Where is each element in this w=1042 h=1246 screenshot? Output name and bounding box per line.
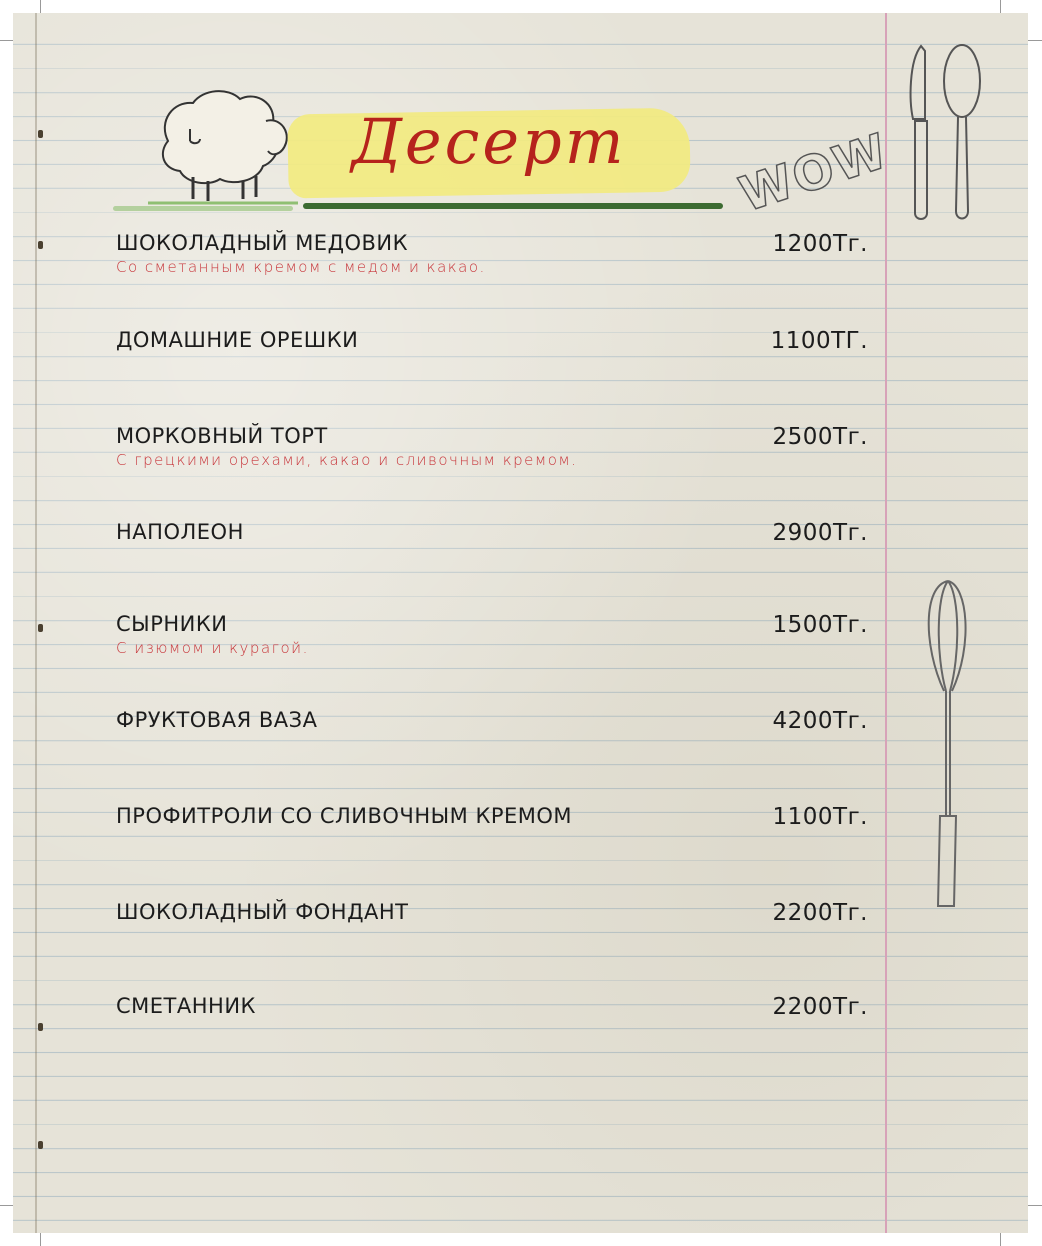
crop-mark bbox=[0, 40, 14, 41]
item-name: НАПОЛЕОН bbox=[116, 520, 244, 544]
item-name: СМЕТАННИК bbox=[116, 994, 256, 1018]
item-price: 1100ТГ. bbox=[770, 328, 868, 354]
spoon-icon bbox=[938, 41, 988, 226]
item-description: Со сметанным кремом с медом и какао. bbox=[116, 258, 486, 276]
grass-decoration bbox=[113, 206, 293, 211]
wow-decoration: WOW bbox=[733, 122, 896, 224]
binding-hole bbox=[38, 1023, 43, 1031]
crop-mark bbox=[0, 1205, 14, 1206]
item-price: 2900Тг. bbox=[772, 520, 868, 546]
binding-hole bbox=[38, 130, 43, 138]
binding-hole bbox=[38, 1141, 43, 1149]
crop-mark bbox=[1000, 1233, 1001, 1246]
title-underline bbox=[303, 203, 723, 209]
page-title: Десерт bbox=[351, 105, 627, 178]
binding-hole bbox=[38, 241, 43, 249]
item-price: 2200Тг. bbox=[772, 900, 868, 926]
sheep-icon bbox=[148, 81, 298, 211]
binding-line bbox=[35, 13, 37, 1233]
item-name: ШОКОЛАДНЫЙ ФОНДАНТ bbox=[116, 900, 409, 924]
item-name: СЫРНИКИ bbox=[116, 612, 228, 636]
crop-mark bbox=[1028, 40, 1042, 41]
item-price: 1500Тг. bbox=[772, 612, 868, 638]
item-price: 2200Тг. bbox=[772, 994, 868, 1020]
item-price: 1200Тг. bbox=[772, 231, 868, 257]
menu-page bbox=[13, 13, 1028, 1233]
crop-mark bbox=[1000, 0, 1001, 14]
item-description: С изюмом и курагой. bbox=[116, 639, 309, 657]
knife-icon bbox=[901, 41, 941, 226]
item-name: ФРУКТОВАЯ ВАЗА bbox=[116, 708, 318, 732]
item-name: ДОМАШНИЕ ОРЕШКИ bbox=[116, 328, 359, 352]
whisk-icon bbox=[918, 576, 978, 916]
item-name: ШОКОЛАДНЫЙ МЕДОВИК bbox=[116, 231, 409, 255]
item-description: С грецкими орехами, какао и сливочным кремом. bbox=[116, 451, 578, 469]
item-price: 4200Тг. bbox=[772, 708, 868, 734]
binding-hole bbox=[38, 624, 43, 632]
margin-line bbox=[885, 13, 887, 1233]
crop-mark bbox=[1028, 1205, 1042, 1206]
item-price: 1100Тг. bbox=[772, 804, 868, 830]
item-name: ПРОФИТРОЛИ СО СЛИВОЧНЫМ КРЕМОМ bbox=[116, 804, 573, 828]
crop-mark bbox=[40, 1233, 41, 1246]
item-name: МОРКОВНЫЙ ТОРТ bbox=[116, 424, 328, 448]
crop-mark bbox=[40, 0, 41, 14]
item-price: 2500Тг. bbox=[772, 424, 868, 450]
